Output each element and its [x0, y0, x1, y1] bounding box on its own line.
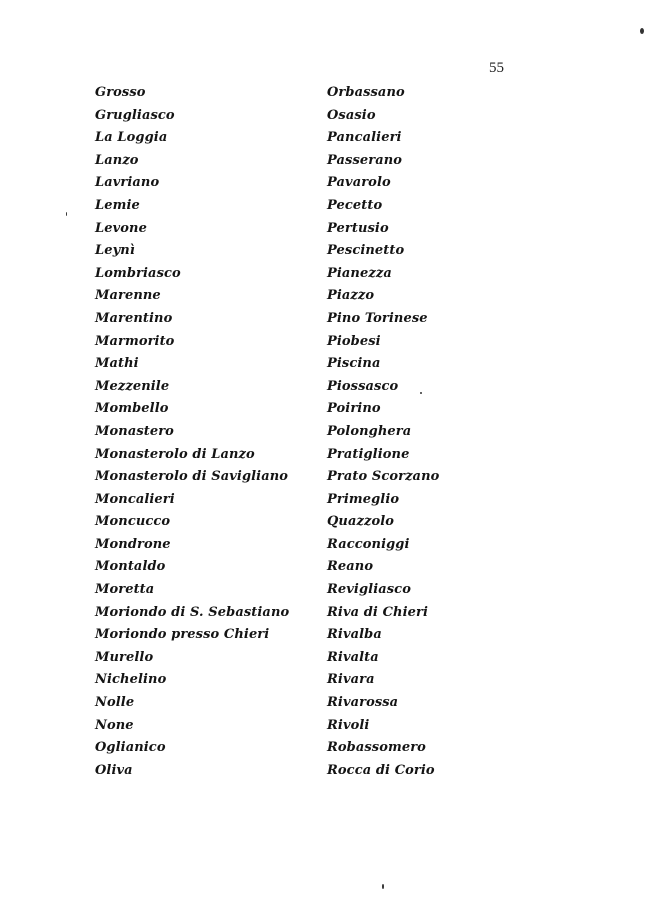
scan-speck — [66, 212, 67, 216]
right-column-entry: Pecetto — [327, 197, 383, 213]
right-column-entry: Racconiggi — [327, 536, 410, 552]
left-column-entry: Nolle — [95, 695, 135, 711]
left-column-entry: Moretta — [95, 582, 155, 598]
right-column-entry: Piossasco — [327, 378, 399, 394]
left-column-entry: Moncalieri — [95, 491, 175, 507]
left-column-entry: Marentino — [95, 310, 173, 326]
right-column-entry: Piobesi — [327, 333, 381, 349]
scan-speck — [420, 392, 422, 394]
left-column-entry: Montaldo — [95, 559, 166, 575]
right-column-entry: Riva di Chieri — [327, 604, 428, 620]
left-column-entry: Monastero — [95, 423, 174, 439]
right-column-list — [327, 82, 439, 782]
left-column-entry: Lombriasco — [95, 265, 181, 281]
page-number: 55 — [489, 60, 504, 76]
left-column-entry: Monasterolo di Lanzo — [95, 446, 255, 462]
right-column-entry: Prato Scorzano — [327, 469, 440, 485]
left-column-entry: Moriondo di S. Sebastiano — [95, 604, 290, 620]
left-column-entry: Marmorito — [95, 333, 175, 349]
left-column-entry: La Loggia — [95, 130, 168, 146]
left-column-entry: Nichelino — [95, 672, 167, 688]
right-column-entry: Rivalta — [327, 649, 379, 665]
left-column-entry: Lanzo — [95, 152, 139, 168]
right-column-entry: Pancalieri — [327, 130, 402, 146]
left-column-entry: Lavriano — [95, 175, 160, 191]
left-column-entry: Murello — [95, 649, 154, 665]
right-column-entry: Passerano — [327, 152, 403, 168]
left-column-entry: Lemie — [95, 197, 140, 213]
left-column-entry: Monasterolo di Savigliano — [95, 469, 289, 485]
right-column-entry: Rivalba — [327, 627, 382, 643]
right-column-entry: Pratiglione — [327, 446, 410, 462]
right-column-entry: Rivara — [327, 672, 375, 688]
right-column-entry: Robassomero — [327, 740, 426, 756]
left-column-entry: Grosso — [95, 85, 146, 100]
left-column-entry: Mezzenile — [95, 378, 170, 394]
right-column-entry: Orbassano — [327, 85, 405, 100]
right-column-entry: Pavarolo — [327, 175, 391, 191]
left-column-entry: Moriondo presso Chieri — [95, 627, 270, 643]
left-column-entry: Oliva — [95, 762, 133, 778]
left-column-entry: Leynì — [95, 243, 135, 259]
right-column-entry: Pertusio — [327, 220, 389, 236]
left-column-entry: Oglianico — [95, 740, 166, 756]
right-column-entry: Poirino — [327, 401, 381, 417]
right-column-entry: Pino Torinese — [327, 310, 428, 326]
left-column-entry: Marenne — [95, 288, 161, 304]
right-column-entry: Rivoli — [327, 717, 370, 733]
right-column-entry: Pianezza — [327, 265, 392, 281]
left-column-list — [95, 82, 289, 782]
right-column-entry: Rivarossa — [327, 695, 399, 711]
right-column-entry: Revigliasco — [327, 582, 411, 598]
right-column-entry: Polonghera — [327, 423, 412, 439]
right-column-entry: Rocca di Corio — [327, 762, 435, 778]
right-column-entry: Osasio — [327, 107, 376, 123]
left-column-entry: Mondrone — [95, 536, 171, 552]
left-column-entry: Mombello — [95, 401, 169, 417]
right-column-entry: Primeglio — [327, 491, 400, 507]
left-column-entry: Grugliasco — [95, 107, 175, 123]
scan-speck — [382, 884, 384, 889]
right-column-entry: Reano — [327, 559, 374, 575]
right-column-entry: Pescinetto — [327, 243, 405, 259]
left-column-entry: Moncucco — [95, 514, 171, 530]
left-column-entry: Mathi — [95, 356, 139, 372]
left-column-entry: None — [95, 717, 134, 733]
right-column-entry: Piazzo — [327, 288, 375, 304]
right-column-entry: Piscina — [327, 356, 381, 372]
scan-speck — [640, 28, 644, 34]
left-column-entry: Levone — [95, 220, 147, 236]
right-column-entry: Quazzolo — [327, 514, 395, 530]
